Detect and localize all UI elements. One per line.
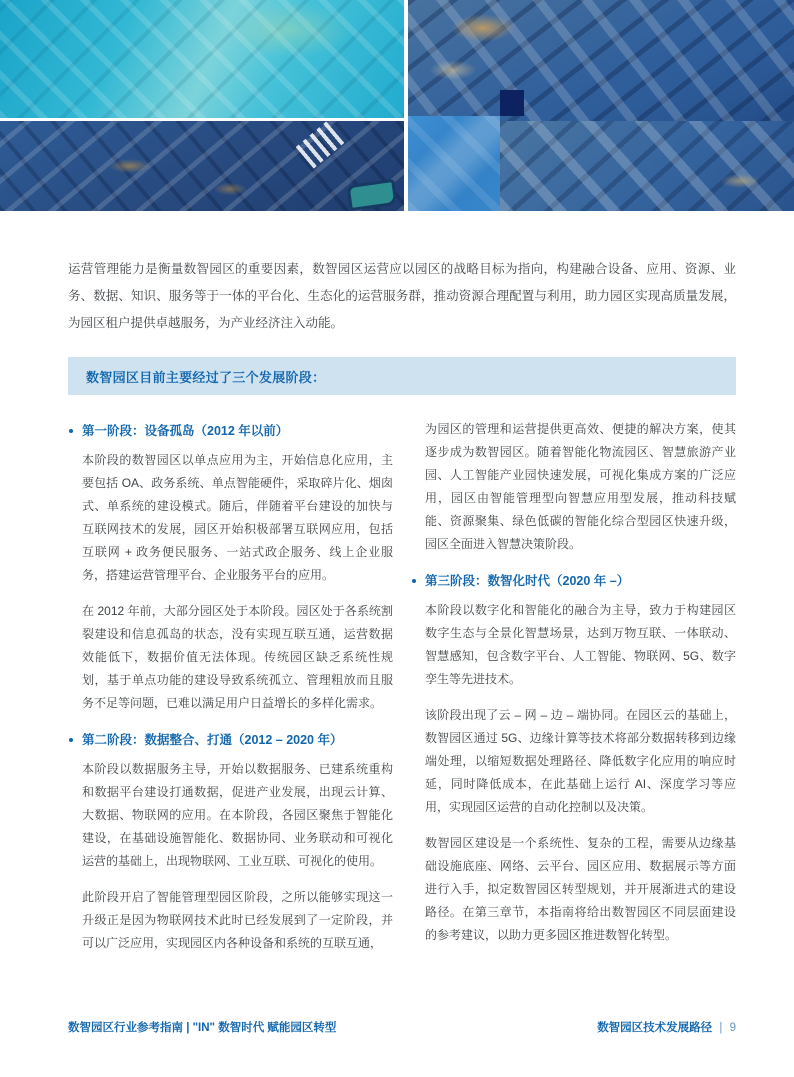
- header-photo-city-bottom-right: [500, 121, 794, 211]
- stage-2-heading-text: 第二阶段：数据整合、打通（2012 – 2020 年）: [82, 733, 343, 747]
- stage-1-paragraph-2: 在 2012 年前，大部分园区处于本阶段。园区处于各系统割裂建设和信息孤岛的状态，没有实现互联互通，运营数据效能低下，数据价值无法体现。传统园区缺乏系统性规划，基于单点功能的建设导致系统孤立、管理粗放而且服务不足等问题，已难以满足用户日益增长的多样化需求。: [82, 604, 393, 710]
- header-overlay-square-navy: [500, 90, 524, 116]
- header-overlay-square-blue: [408, 116, 500, 211]
- section-banner: [68, 357, 736, 395]
- stage-2-paragraph-2-continued: 为园区的管理和运营提供更高效、便捷的解决方案，使其逐步成为数智园区。随着智能化物流园区、智慧旅游产业园、人工智能产业园快速发展，可视化集成方案的广泛应用，园区由智能管理型向智慧应用型发展，推动科技赋能、资源聚集、绿色低碳的智能化综合型园区快速升级，园区全面进入智慧决策阶段。: [425, 422, 736, 551]
- stage-2-paragraph-1: 本阶段以数据服务主导，开始以数据服务、已建系统重构和数据平台建设打通数据，促进产业发展，出现云计算、大数据、物联网的应用。在本阶段，各园区聚焦于智能化建设，在基础设施智能化、数据协同、业务联动和可视化运营的基础上，出现物联网、工业互联、可视化的使用。: [82, 762, 393, 868]
- bullet-dot-icon: [69, 429, 73, 433]
- footer-separator: |: [719, 1022, 723, 1034]
- footer-left-guide-title: 数智园区行业参考指南 | "IN" 数智时代 赋能园区转型: [68, 1022, 337, 1034]
- intro-paragraph: 运营管理能力是衡量数智园区的重要因素，数智园区运营应以园区的战略目标为指向，构建融合设备、应用、资源、业务、数据、知识、服务等于一体的平台化、生态化的运营服务群，推动资源合理配置与利用，助力园区实现高质量发展，为园区租户提供卓越服务，为产业经济注入动能。: [68, 262, 736, 330]
- bullet-dot-icon: [69, 738, 73, 742]
- stage-3-heading-text: 第三阶段：数智化时代（2020 年 –）: [425, 574, 630, 588]
- stage-1-paragraph-1: 本阶段的数智园区以单点应用为主，开始信息化应用，主要包括 OA、政务系统、单点智能硬件，采取碎片化、烟囱式、单系统的建设模式。随后，伴随着平台建设的加快与互联网技术的发展，园区开始积极部署互联网应用，包括互联网 + 政务便民服务、一站式政企服务、线上企业服务，搭建运营管理平台、企业服务平台的应用。: [82, 453, 393, 582]
- column-left: [68, 418, 393, 968]
- two-column-body: [68, 418, 736, 968]
- column-right: [411, 418, 736, 968]
- stage-2-heading: [68, 731, 393, 749]
- stage-3-paragraph-2: 该阶段出现了云 – 网 – 边 – 端协同。在园区云的基础上，数智园区通过 5G、边缘计算等技术将部分数据转移到边缘端处理，以缩短数据处理路径、降低数字化应用的响应时延，同时降低成本，在此基础上运行 AI、深度学习等应用，实现园区运营的自动化控制以及决策。: [425, 708, 736, 814]
- section-banner-title: 数智园区目前主要经过了三个发展阶段：: [86, 369, 326, 385]
- stage-1-heading: [68, 422, 393, 440]
- stage-2-paragraph-2: 此阶段开启了智能管理型园区阶段，之所以能够实现这一升级正是因为物联网技术此时已经发展到了一定阶段，并可以广泛应用，实现园区内各种设备和系统的互联互通，: [82, 890, 393, 950]
- footer-right: [597, 1019, 736, 1035]
- stage-1-heading-text: 第一阶段：设备孤岛（2012 年以前）: [82, 424, 289, 438]
- bullet-dot-icon: [412, 579, 416, 583]
- header-photo-city-bottom-left: [0, 121, 404, 211]
- header-photo-teal-circuit: [0, 0, 404, 118]
- page-footer: [68, 1019, 736, 1035]
- footer-page-number: 9: [729, 1022, 736, 1034]
- footer-section-title: 数智园区技术发展路径: [597, 1022, 713, 1034]
- stage-3-heading: [411, 572, 736, 590]
- stage-3-paragraph-3: 数智园区建设是一个系统性、复杂的工程，需要从边缘基础设施底座、网络、云平台、园区应用、数据展示等方面进行入手，拟定数智园区转型规划，并开展渐进式的建设路径。在第三章节，本指南将给出数智园区不同层面建设的参考建议，以助力更多园区推进数智化转型。: [425, 836, 736, 942]
- header-collage: [0, 0, 794, 211]
- stage-3-paragraph-1: 本阶段以数字化和智能化的融合为主导，致力于构建园区数字生态与全景化智慧场景，达到万物互联、一体联动、智慧感知，包含数字平台、人工智能、物联网、5G、数字孪生等先进技术。: [425, 603, 736, 686]
